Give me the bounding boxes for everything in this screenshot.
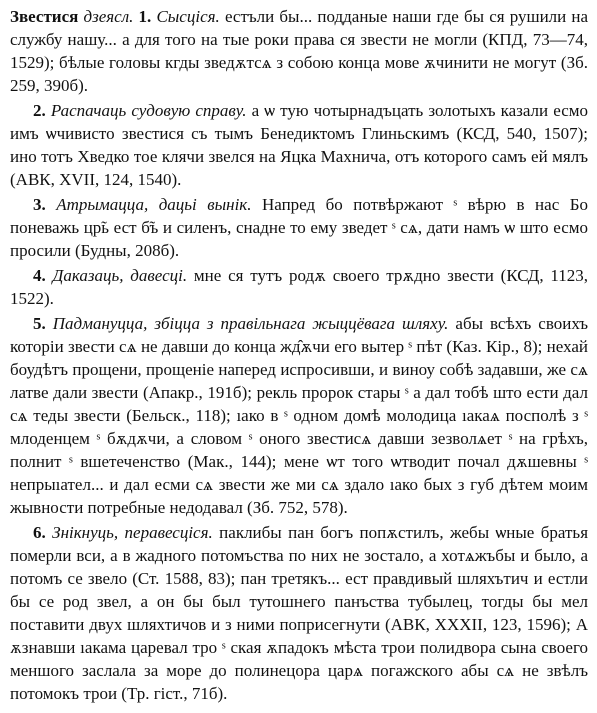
sense-gloss: Сысціся.: [156, 7, 220, 26]
headword: Звестися: [10, 7, 79, 26]
sense-text: паклибы пан богъ попѫстилъ, жебы ѡные братья померли вси, а в жадного потомъства по них не зостало, а хотѧжъбы и было, а потомъ се звело (Ст. 1588, 83); пан третякъ... ест правдивый шляхътич и естли бы се род звел, а он бы был тутошнего панъства тубылец, тогды бы мел поставити двух шляхтичов и з ними поприсегнути (АВК, XXXII, 123, 1596); А ѫзнавши ıакама царевал тро ˢ ская ѫпадокъ мѣста трои полидвора сына своего меншого заслала за море до полинецора царѧ погажского абы сѧ не звѣлъ потомокъ трои (Тр. гіст., 71б).: [10, 523, 589, 703]
sense-number: 1.: [138, 7, 152, 26]
sense-6: [10, 521, 588, 705]
sense-3: [10, 193, 588, 262]
sense-number: 2.: [33, 101, 46, 120]
sense-number: 5.: [33, 314, 46, 333]
sense-text: мне ся тутъ родѫ своего трѫдно звести (КСД, 1123, 1522).: [10, 266, 588, 308]
sense-number: 4.: [33, 266, 46, 285]
sense-gloss: Знікнуць, перавесціся.: [52, 523, 213, 542]
sense-5: [10, 312, 588, 519]
sense-number: 3.: [33, 195, 46, 214]
sense-number: 6.: [33, 523, 46, 542]
sense-text: естъли бы... подданые наши где бы ся рушили на службу нашу... а для того на тые роки права ся звести не могли (КПД, 73—74, 1529); бѣлые головы кгды зведѫтсѧ з собою конца мове ѫчинити не могут (Зб. 259, 390б).: [10, 7, 589, 95]
sense-text: Напред бо потвѣржают ˢ вѣрю в нас Бо поневажь цр̃ь ест б̃ъ и силенъ, снадне то ему зведет ˢ сѧ, дати намъ ѡ што есмо просили (Будны, 208б).: [10, 195, 588, 260]
sense-gloss: Падмануцца, збіцца з правільнага жыццёвага шляху.: [52, 314, 449, 333]
sense-gloss: Даказаць, давесці.: [52, 266, 188, 285]
sense-gloss: Атрымацца, дацьі вынік.: [56, 195, 252, 214]
sense-text: абы всѣхъ своихъ которіи звести сѧ не давши до конца жд̂ѫчи его вытер ˢ пѣт (Каз. Кір., 8); нехай боудѣтъ прощени, прощеніе наперед испросивши, и виноу собѣ задавши, же сѧ латве дали звести (Апакр., 191б); рекль пророк стары ˢ а дал тобѣ што ести дал сѧ теды звести (Бельск., 118); ıако в ˢ одном домѣ молодица ıакаѧ посполѣ з ˢ млоденцем ˢ бѫдѫчи, а словом ˢ оного звестисѧ давши зезволѧет ˢ на грѣхъ, полнит ˢ вшетеченство (Мак., 144); мене ѡт того ѡтводит почал дѫшевны ˢ непрыıател... и дал есми сѧ звести же ми сѧ здало ıако бых з губ дѣтем моим жывности потребные недодавал (Зб. 752, 578).: [10, 314, 588, 517]
part-of-speech: дзеясл.: [83, 7, 134, 26]
sense-4: [10, 264, 588, 310]
sense-gloss: Распачаць судовую справу.: [50, 101, 247, 120]
sense-1: [10, 5, 588, 97]
sense-2: [10, 99, 588, 191]
sense-text: а ѡ тую чотырнадъцать золотыхъ казали есмо имъ ѡчивисто звестися съ тымъ Бенедиктомъ Глиньскимъ (КСД, 540, 1507); ино тотъ Хведко тое клячи звелся на Яцка Махнича, отъ которого самъ ей мялъ (АВК, XVII, 124, 1540).: [10, 101, 588, 189]
